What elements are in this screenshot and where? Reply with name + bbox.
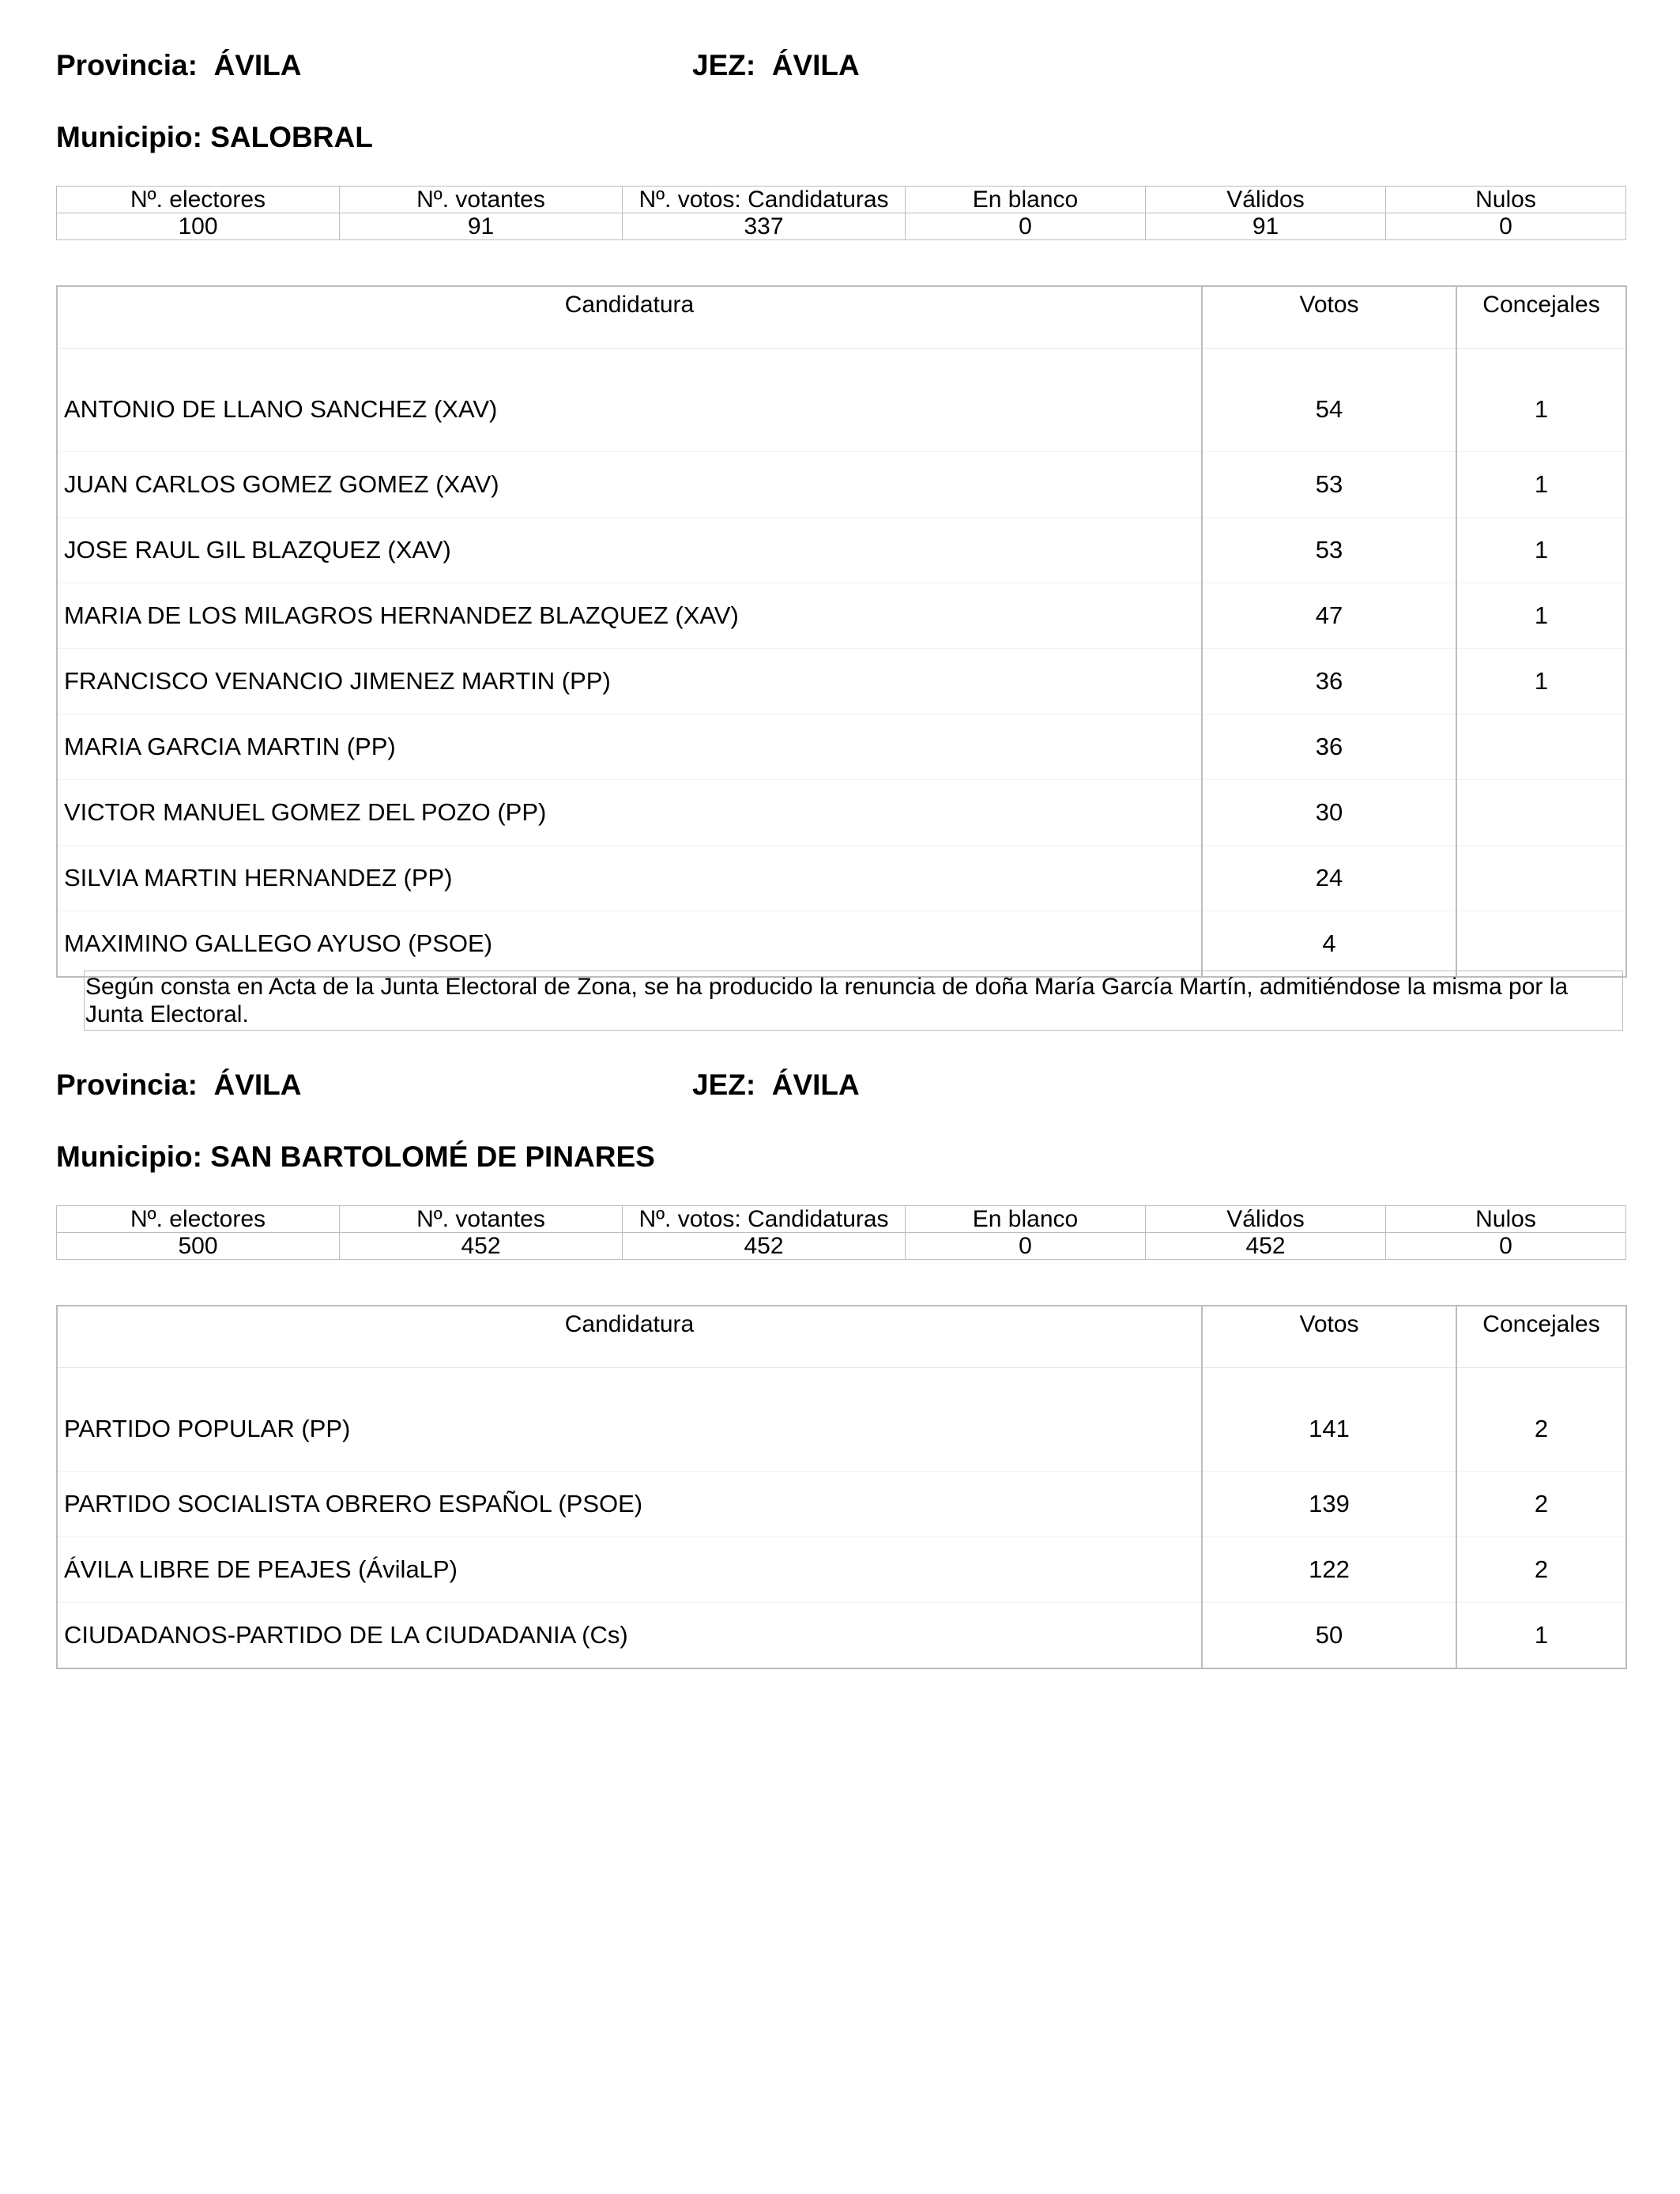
summary-header: Válidos: [1146, 187, 1386, 213]
summary-value: 452: [1146, 1233, 1386, 1260]
candidate-concejales: [1456, 780, 1626, 846]
candidate-concejales: [1456, 846, 1626, 911]
summary-value: 500: [57, 1233, 340, 1260]
summary-header: Nº. electores: [57, 1206, 340, 1233]
table-row: [57, 1368, 1626, 1472]
candidate-concejales: 1: [1456, 1603, 1626, 1669]
candidate-concejales: [1456, 714, 1626, 780]
municipio-heading: [56, 1140, 655, 1174]
candidatura-header: Candidatura: [57, 286, 1202, 349]
summary-header: Nº. votantes: [340, 1206, 623, 1233]
table-row: [57, 1472, 1626, 1537]
candidate-votos: 36: [1202, 714, 1456, 780]
summary-value: 337: [623, 213, 906, 240]
candidate-name: JUAN CARLOS GOMEZ GOMEZ (XAV): [57, 452, 1202, 518]
summary-value: 100: [57, 213, 340, 240]
summary-value: 452: [623, 1233, 906, 1260]
candidate-votos: 47: [1202, 583, 1456, 649]
municipio-label: Municipio:: [56, 121, 202, 153]
summary-value: 0: [906, 213, 1146, 240]
candidate-name: ANTONIO DE LLANO SANCHEZ (XAV): [57, 349, 1202, 452]
candidate-name: MARIA DE LOS MILAGROS HERNANDEZ BLAZQUEZ (XAV): [57, 583, 1202, 649]
concejales-header: Concejales: [1456, 286, 1626, 349]
candidate-votos: 53: [1202, 518, 1456, 583]
summary-header: En blanco: [906, 187, 1146, 213]
candidate-name: PARTIDO SOCIALISTA OBRERO ESPAÑOL (PSOE): [57, 1472, 1202, 1537]
candidate-votos: 53: [1202, 452, 1456, 518]
candidate-concejales: 1: [1456, 649, 1626, 714]
renuncia-note: [84, 971, 1623, 1031]
candidate-concejales: 2: [1456, 1537, 1626, 1603]
municipio-heading: [56, 121, 373, 154]
note-text: Según consta en Acta de la Junta Electoral de Zona, se ha producido la renuncia de doña María García Martín, admitiéndose la misma por la Junta Electoral.: [85, 974, 1569, 1027]
table-row: [57, 911, 1626, 978]
summary-header: Nulos: [1386, 1206, 1626, 1233]
table-row: [57, 518, 1626, 583]
summary-value-row: [57, 213, 1626, 240]
jez-value: ÁVILA: [771, 1069, 860, 1101]
candidate-name: MARIA GARCIA MARTIN (PP): [57, 714, 1202, 780]
summary-header-row: [57, 1206, 1626, 1233]
votos-header: Votos: [1202, 286, 1456, 349]
table-row: [57, 1603, 1626, 1669]
candidate-concejales: 1: [1456, 518, 1626, 583]
municipio-value: SALOBRAL: [210, 121, 373, 153]
summary-header: Válidos: [1146, 1206, 1386, 1233]
candidate-concejales: 2: [1456, 1472, 1626, 1537]
municipio-value: SAN BARTOLOMÉ DE PINARES: [210, 1140, 655, 1173]
table-row: [57, 452, 1626, 518]
table-row: [57, 349, 1626, 452]
candidate-votos: 24: [1202, 846, 1456, 911]
candidates-table: [56, 285, 1627, 978]
summary-value-row: [57, 1233, 1626, 1260]
summary-header: Nº. electores: [57, 187, 340, 213]
votos-header: Votos: [1202, 1306, 1456, 1368]
candidate-name: SILVIA MARTIN HERNANDEZ (PP): [57, 846, 1202, 911]
candidate-concejales: 1: [1456, 452, 1626, 518]
table-row: [57, 846, 1626, 911]
candidate-votos: 141: [1202, 1368, 1456, 1472]
candidates-header-row: [57, 1306, 1626, 1368]
summary-header: Nº. votos: Candidaturas: [623, 1206, 906, 1233]
table-row: [57, 649, 1626, 714]
candidate-name: CIUDADANOS-PARTIDO DE LA CIUDADANIA (Cs): [57, 1603, 1202, 1669]
jez-heading: [692, 49, 860, 82]
summary-table: [56, 186, 1626, 240]
summary-value: 0: [1386, 1233, 1626, 1260]
candidates-header-row: [57, 286, 1626, 349]
jez-value: ÁVILA: [771, 49, 860, 81]
summary-header: En blanco: [906, 1206, 1146, 1233]
summary-value: 91: [340, 213, 623, 240]
provincia-value: ÁVILA: [213, 49, 302, 81]
candidate-votos: 50: [1202, 1603, 1456, 1669]
table-row: [57, 714, 1626, 780]
provincia-label: Provincia:: [56, 49, 198, 81]
summary-value: 91: [1146, 213, 1386, 240]
candidate-name: MAXIMINO GALLEGO AYUSO (PSOE): [57, 911, 1202, 978]
jez-heading: [692, 1069, 860, 1102]
candidate-name: JOSE RAUL GIL BLAZQUEZ (XAV): [57, 518, 1202, 583]
table-row: [57, 1537, 1626, 1603]
candidatura-header: Candidatura: [57, 1306, 1202, 1368]
jez-label: JEZ:: [692, 49, 756, 81]
candidate-name: VICTOR MANUEL GOMEZ DEL POZO (PP): [57, 780, 1202, 846]
summary-header-row: [57, 187, 1626, 213]
concejales-header: Concejales: [1456, 1306, 1626, 1368]
candidate-votos: 139: [1202, 1472, 1456, 1537]
summary-value: 0: [1386, 213, 1626, 240]
summary-header: Nulos: [1386, 187, 1626, 213]
jez-label: JEZ:: [692, 1069, 756, 1101]
candidate-votos: 122: [1202, 1537, 1456, 1603]
municipio-label: Municipio:: [56, 1140, 202, 1173]
candidate-name: FRANCISCO VENANCIO JIMENEZ MARTIN (PP): [57, 649, 1202, 714]
provincia-heading: [56, 49, 301, 82]
table-row: [57, 583, 1626, 649]
candidate-votos: 54: [1202, 349, 1456, 452]
table-row: [57, 780, 1626, 846]
provincia-label: Provincia:: [56, 1069, 198, 1101]
candidate-votos: 30: [1202, 780, 1456, 846]
candidate-name: ÁVILA LIBRE DE PEAJES (ÁvilaLP): [57, 1537, 1202, 1603]
candidate-concejales: 1: [1456, 349, 1626, 452]
candidate-concejales: [1456, 911, 1626, 978]
provincia-value: ÁVILA: [213, 1069, 302, 1101]
summary-table: [56, 1205, 1626, 1260]
candidate-concejales: 1: [1456, 583, 1626, 649]
candidate-votos: 4: [1202, 911, 1456, 978]
summary-value: 452: [340, 1233, 623, 1260]
summary-header: Nº. votos: Candidaturas: [623, 187, 906, 213]
summary-header: Nº. votantes: [340, 187, 623, 213]
provincia-heading: [56, 1069, 301, 1102]
summary-value: 0: [906, 1233, 1146, 1260]
candidate-concejales: 2: [1456, 1368, 1626, 1472]
candidate-votos: 36: [1202, 649, 1456, 714]
candidates-table: [56, 1305, 1627, 1669]
candidate-name: PARTIDO POPULAR (PP): [57, 1368, 1202, 1472]
